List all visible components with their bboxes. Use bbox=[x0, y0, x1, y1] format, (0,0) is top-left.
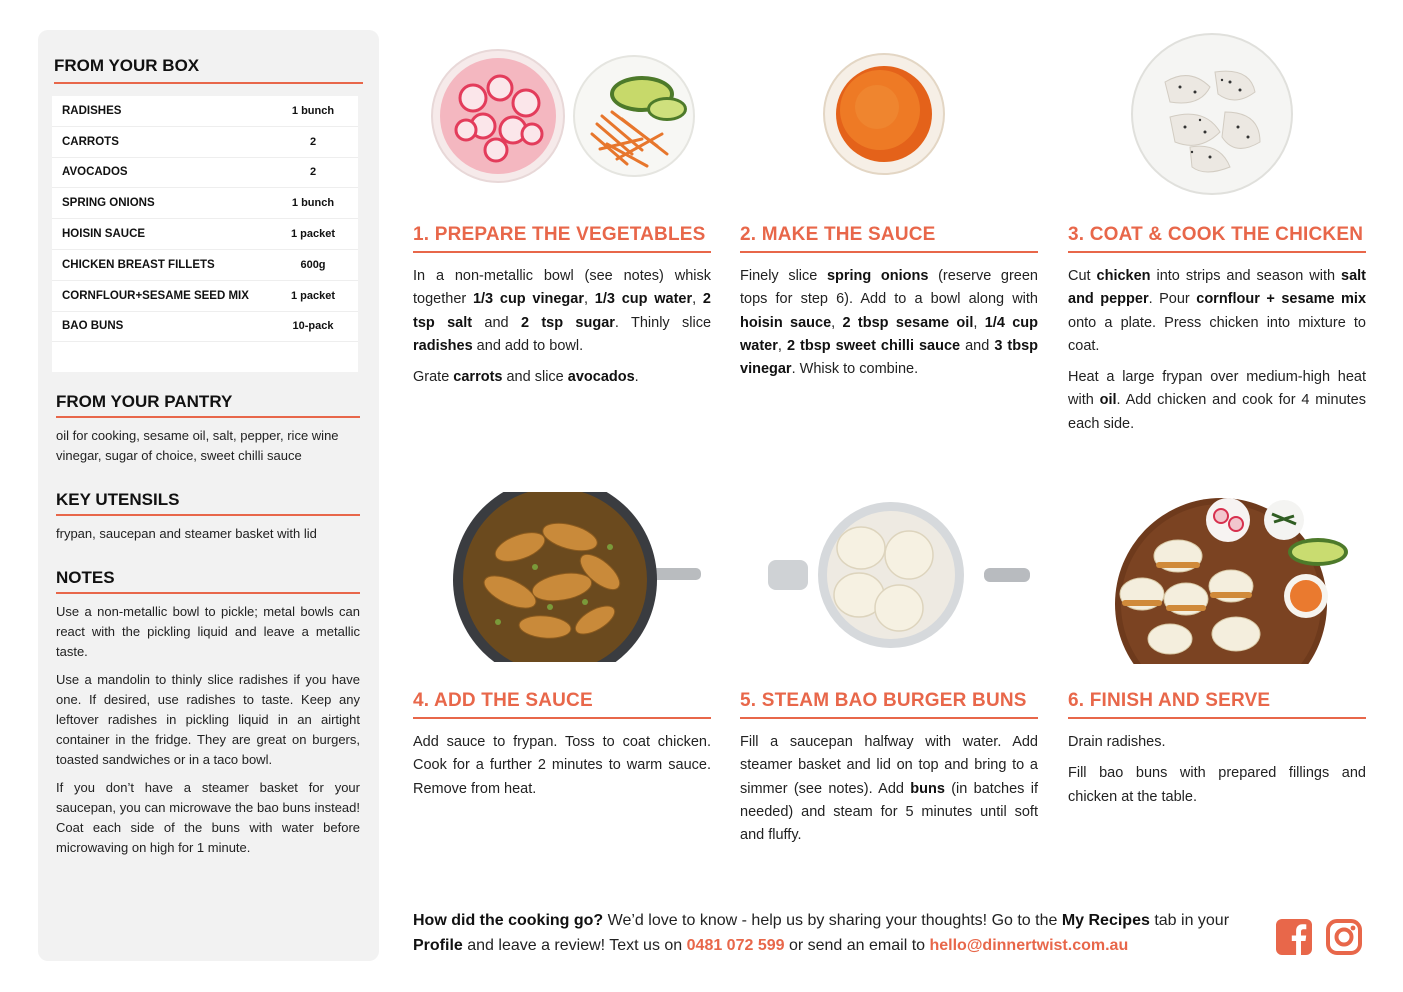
ingredients-sidebar bbox=[38, 30, 379, 961]
step-6-paragraph-2: Fill bao buns with prepared fillings and chicken at the table. bbox=[1068, 765, 1366, 805]
ingredient-qty: 10-pack bbox=[292, 320, 334, 333]
step-1 bbox=[413, 224, 711, 397]
serving-board-image bbox=[1086, 494, 1356, 664]
table-row bbox=[52, 219, 358, 250]
utensils-text: frypan, saucepan and steamer basket with lid bbox=[56, 526, 317, 541]
pantry-text: oil for cooking, sesame oil, salt, pepper, rice wine vinegar, sugar of choice, sweet chilli sauce bbox=[56, 428, 339, 463]
step-6-title: 6. FINISH AND SERVE bbox=[1068, 690, 1366, 719]
sauce-bowl-image bbox=[822, 52, 946, 176]
note-paragraph: If you don’t have a steamer basket for your saucepan, you can microwave the bao buns instead! Coat each side of the buns with water before microwaving on high for 1 minute. bbox=[56, 780, 360, 855]
ingredient-qty: 2 bbox=[309, 166, 317, 179]
ingredient-qty: 600g bbox=[300, 258, 326, 271]
pantry-title: FROM YOUR PANTRY bbox=[56, 392, 360, 418]
ingredient-qty: 1 packet bbox=[290, 289, 336, 302]
box-ingredients-table bbox=[52, 96, 358, 372]
profile-link[interactable]: Profile bbox=[413, 937, 463, 954]
utensils-title: KEY UTENSILS bbox=[56, 490, 360, 516]
table-row bbox=[52, 188, 358, 219]
ingredient-name: CARROTS bbox=[62, 135, 119, 148]
step-6-paragraph-1: Drain radishes. bbox=[1068, 734, 1166, 750]
step-4-title: 4. ADD THE SAUCE bbox=[413, 690, 711, 719]
table-row bbox=[52, 250, 358, 281]
instagram-icon[interactable] bbox=[1325, 918, 1363, 956]
step-4 bbox=[413, 690, 711, 809]
note-paragraph: Use a non-metallic bowl to pickle; metal bowls can react with the pickling liquid and leave a metallic taste. bbox=[56, 604, 360, 659]
coated-chicken-plate-image bbox=[1130, 32, 1294, 196]
ingredient-qty: 1 bunch bbox=[291, 104, 335, 117]
step-5-paragraph-1: Fill a saucepan halfway with water. Add steamer basket and lid on top and bring to a simmer (see notes). Add buns (in batches if needed) and steam for 5 minutes until soft and fluffy. bbox=[740, 734, 1038, 844]
notes-section bbox=[56, 568, 360, 866]
frypan-chicken-image bbox=[450, 492, 704, 662]
table-row bbox=[52, 96, 358, 127]
table-row bbox=[52, 312, 358, 343]
step-1-paragraph-2: Grate carrots and slice avocados. bbox=[413, 369, 639, 386]
phone-link[interactable]: 0481 072 599 bbox=[686, 937, 785, 954]
note-paragraph: Use a mandolin to thinly slice radishes if you have one. If desired, use radishes to taste. Keep any leftover radishes in pickling liquid in an airtight container in the fridge. They are great on burgers, toasted sandwiches or in a taco bowl. bbox=[56, 672, 360, 767]
step-2-title: 2. MAKE THE SAUCE bbox=[740, 224, 1038, 253]
ingredient-name: CORNFLOUR+SESAME SEED MIX bbox=[62, 289, 249, 302]
facebook-icon[interactable] bbox=[1275, 918, 1313, 956]
table-row bbox=[52, 158, 358, 189]
ingredient-qty: 2 bbox=[309, 135, 317, 148]
step-6 bbox=[1068, 690, 1366, 817]
notes-title: NOTES bbox=[56, 568, 360, 594]
step-1-paragraph-1: In a non-metallic bowl (see notes) whisk together 1/3 cup vinegar, 1/3 cup water, 2 tsp salt and 2 tsp sugar. Thinly slice radishes and add to bowl. bbox=[413, 268, 712, 354]
table-row bbox=[52, 281, 358, 312]
steamer-buns-image bbox=[766, 500, 1030, 650]
footer-question: How did the cooking go? bbox=[413, 912, 604, 929]
ingredient-qty: 1 packet bbox=[290, 228, 336, 241]
ingredient-name: AVOCADOS bbox=[62, 166, 128, 179]
step-5 bbox=[740, 690, 1038, 855]
step-4-paragraph-1: Add sauce to frypan. Toss to coat chicken. Cook for a further 2 minutes to warm sauce. Remove from heat. bbox=[413, 734, 711, 797]
ingredient-qty: 1 bunch bbox=[291, 197, 335, 210]
carrot-avocado-plate-image bbox=[572, 54, 696, 178]
email-link[interactable]: hello@dinnertwist.com.au bbox=[929, 937, 1129, 954]
ingredient-name: SPRING ONIONS bbox=[62, 197, 155, 210]
step-3-paragraph-1: Cut chicken into strips and season with salt and pepper. Pour cornflour + sesame mix onto a plate. Press chicken into mixture to coat. bbox=[1068, 268, 1367, 354]
step-3-title: 3. COAT & COOK THE CHICKEN bbox=[1068, 224, 1366, 253]
from-your-box-title: FROM YOUR BOX bbox=[54, 56, 363, 84]
ingredient-name: BAO BUNS bbox=[62, 320, 124, 333]
step-3 bbox=[1068, 224, 1366, 444]
utensils-section bbox=[56, 490, 360, 544]
radish-bowl-image bbox=[428, 48, 568, 184]
step-1-title: 1. PREPARE THE VEGETABLES bbox=[413, 224, 711, 253]
ingredient-name: RADISHES bbox=[62, 104, 122, 117]
ingredient-name: HOISIN SAUCE bbox=[62, 228, 146, 241]
step-2-paragraph-1: Finely slice spring onions (reserve green tops for step 6). Add to a bowl along with hoisin sauce, 2 tbsp sesame oil, 1/4 cup water, 2 tbsp sweet chilli sauce and 3 tbsp vinegar. Whisk to combine. bbox=[740, 268, 1039, 378]
my-recipes-link[interactable]: My Recipes bbox=[1061, 912, 1150, 929]
step-2 bbox=[740, 224, 1038, 389]
step-5-title: 5. STEAM BAO BURGER BUNS bbox=[740, 690, 1038, 719]
ingredient-name: CHICKEN BREAST FILLETS bbox=[62, 258, 215, 271]
feedback-footer: How did the cooking go? We’d love to know - help us by sharing your thoughts! Go to the My Recipes tab in your Profile and leave a review! Text us on 0481 072 599 or send an email to hello@dinnertwist.com.au bbox=[413, 912, 1230, 954]
step-3-paragraph-2: Heat a large frypan over medium-high heat with oil. Add chicken and cook for 4 minutes each side. bbox=[1068, 369, 1366, 432]
table-row bbox=[52, 127, 358, 158]
pantry-section bbox=[56, 392, 360, 466]
